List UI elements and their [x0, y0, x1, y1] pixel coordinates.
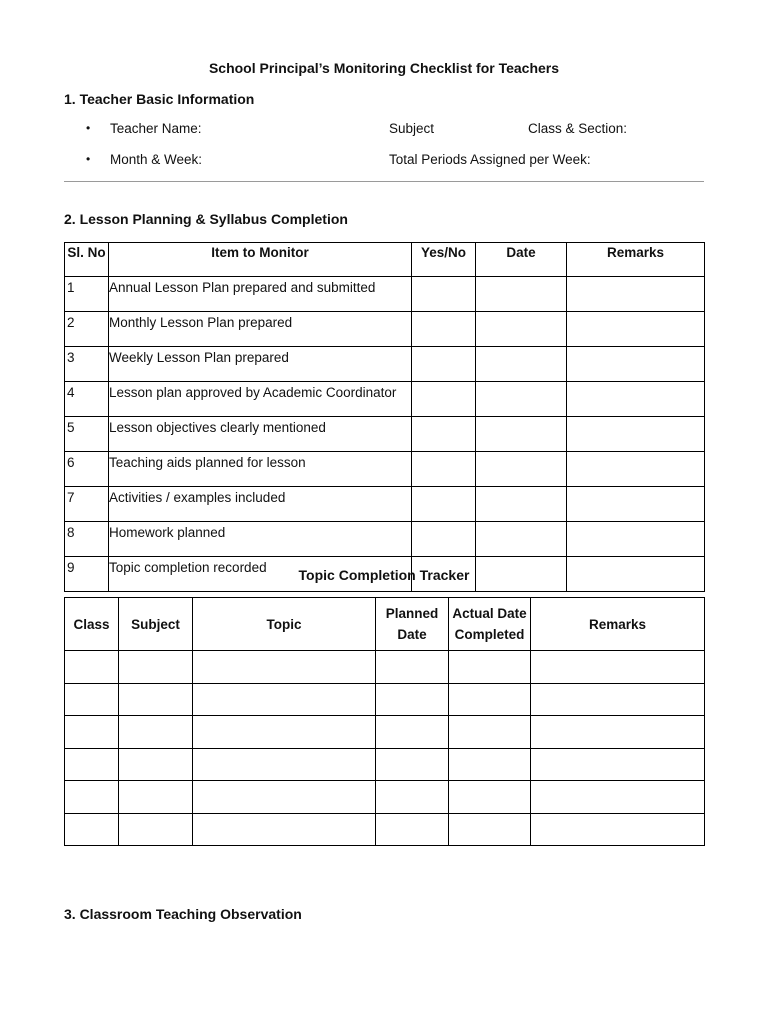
remarks-cell[interactable] [567, 452, 705, 487]
row-item: Topic completion recorded [109, 557, 412, 592]
table-row [65, 813, 705, 846]
header-date: Date [476, 243, 567, 277]
remarks-cell[interactable] [531, 813, 705, 846]
date-cell[interactable] [476, 417, 567, 452]
planned-date-cell[interactable] [376, 683, 449, 716]
planned-date-cell[interactable] [376, 813, 449, 846]
lesson-planning-table [64, 242, 705, 592]
row-item: Annual Lesson Plan prepared and submitted [109, 277, 412, 312]
table-row [65, 347, 705, 382]
row-item: Teaching aids planned for lesson [109, 452, 412, 487]
yes-no-cell[interactable] [412, 347, 476, 382]
table-row [65, 748, 705, 781]
info-row-2 [64, 152, 704, 172]
date-cell[interactable] [476, 347, 567, 382]
class-cell[interactable] [65, 781, 119, 814]
table-header-row [65, 243, 705, 277]
remarks-cell[interactable] [567, 277, 705, 312]
header-planned-line-2: Date [397, 627, 427, 642]
table-row [65, 522, 705, 557]
row-number: 7 [65, 487, 109, 522]
class-cell[interactable] [65, 651, 119, 684]
planned-date-cell[interactable] [376, 781, 449, 814]
remarks-cell[interactable] [531, 781, 705, 814]
remarks-cell[interactable] [567, 347, 705, 382]
yes-no-cell[interactable] [412, 522, 476, 557]
subject-cell[interactable] [119, 748, 193, 781]
class-cell[interactable] [65, 716, 119, 749]
topic-cell[interactable] [193, 716, 376, 749]
header-sl-no: Sl. No [65, 243, 109, 277]
yes-no-cell[interactable] [412, 312, 476, 347]
date-cell[interactable] [476, 312, 567, 347]
bullet-icon: • [86, 121, 91, 135]
remarks-cell[interactable] [531, 651, 705, 684]
total-periods-label: Total Periods Assigned per Week: [389, 152, 591, 167]
actual-date-cell[interactable] [449, 813, 531, 846]
subject-cell[interactable] [119, 716, 193, 749]
table-row [65, 781, 705, 814]
yes-no-cell[interactable] [412, 382, 476, 417]
remarks-cell[interactable] [567, 382, 705, 417]
class-cell[interactable] [65, 748, 119, 781]
header-remarks: Remarks [567, 243, 705, 277]
remarks-cell[interactable] [567, 522, 705, 557]
table-row [65, 277, 705, 312]
bullet-icon: • [86, 152, 91, 166]
topic-cell[interactable] [193, 781, 376, 814]
header-item-to-monitor: Item to Monitor [109, 243, 412, 277]
remarks-cell[interactable] [567, 417, 705, 452]
section-2-heading: 2. Lesson Planning & Syllabus Completion [64, 211, 348, 227]
yes-no-cell[interactable] [412, 417, 476, 452]
header-yes-no: Yes/No [412, 243, 476, 277]
topic-cell[interactable] [193, 651, 376, 684]
row-number: 1 [65, 277, 109, 312]
table-row [65, 452, 705, 487]
table-row [65, 716, 705, 749]
row-number: 4 [65, 382, 109, 417]
row-number: 8 [65, 522, 109, 557]
date-cell[interactable] [476, 277, 567, 312]
header-topic: Topic [193, 598, 376, 651]
row-number: 9 [65, 557, 109, 592]
info-row-1 [64, 121, 704, 141]
actual-date-cell[interactable] [449, 781, 531, 814]
row-item: Homework planned [109, 522, 412, 557]
actual-date-cell[interactable] [449, 748, 531, 781]
table-row [65, 382, 705, 417]
date-cell[interactable] [476, 382, 567, 417]
topic-completion-table [64, 597, 705, 846]
section-3-heading: 3. Classroom Teaching Observation [64, 906, 302, 922]
header-actual-line-1: Actual Date [452, 606, 527, 621]
subject-cell[interactable] [119, 813, 193, 846]
table-row [65, 651, 705, 684]
actual-date-cell[interactable] [449, 716, 531, 749]
topic-cell[interactable] [193, 683, 376, 716]
row-number: 6 [65, 452, 109, 487]
header-actual-date-completed [449, 598, 531, 651]
month-week-label: Month & Week: [110, 152, 203, 167]
header-planned-line-1: Planned [385, 606, 439, 621]
document-title: School Principal’s Monitoring Checklist for Teachers [208, 60, 560, 76]
subject-cell[interactable] [119, 781, 193, 814]
remarks-cell[interactable] [567, 312, 705, 347]
actual-date-cell[interactable] [449, 683, 531, 716]
table-row [65, 487, 705, 522]
yes-no-cell[interactable] [412, 487, 476, 522]
header-remarks: Remarks [531, 598, 705, 651]
class-cell[interactable] [65, 683, 119, 716]
row-item: Monthly Lesson Plan prepared [109, 312, 412, 347]
topic-tracker-title: Topic Completion Tracker [298, 567, 470, 583]
horizontal-divider [64, 181, 704, 182]
remarks-cell[interactable] [567, 487, 705, 522]
actual-date-cell[interactable] [449, 651, 531, 684]
yes-no-cell[interactable] [412, 277, 476, 312]
header-class: Class [65, 598, 119, 651]
remarks-cell[interactable] [531, 748, 705, 781]
row-number: 5 [65, 417, 109, 452]
date-cell[interactable] [476, 452, 567, 487]
row-number: 3 [65, 347, 109, 382]
section-1-heading: 1. Teacher Basic Information [64, 91, 255, 107]
topic-cell[interactable] [193, 748, 376, 781]
table-header-row [65, 598, 705, 651]
subject-cell[interactable] [119, 683, 193, 716]
row-item: Activities / examples included [109, 487, 412, 522]
planned-date-cell[interactable] [376, 716, 449, 749]
class-cell[interactable] [65, 813, 119, 846]
row-item: Lesson objectives clearly mentioned [109, 417, 412, 452]
date-cell[interactable] [476, 487, 567, 522]
teacher-name-label: Teacher Name: [110, 121, 202, 136]
row-number: 2 [65, 312, 109, 347]
subject-label: Subject [389, 121, 435, 136]
planned-date-cell[interactable] [376, 651, 449, 684]
remarks-cell[interactable] [531, 683, 705, 716]
table-row [65, 417, 705, 452]
class-section-label: Class & Section: [528, 121, 628, 136]
header-subject: Subject [119, 598, 193, 651]
remarks-cell[interactable] [531, 716, 705, 749]
topic-cell[interactable] [193, 813, 376, 846]
yes-no-cell[interactable] [412, 452, 476, 487]
date-cell[interactable] [476, 522, 567, 557]
row-item: Lesson plan approved by Academic Coordinator [109, 382, 412, 417]
table-row [65, 312, 705, 347]
subject-cell[interactable] [119, 651, 193, 684]
header-planned-date [376, 598, 449, 651]
row-item: Weekly Lesson Plan prepared [109, 347, 412, 382]
header-actual-line-2: Completed [454, 627, 525, 642]
table-row [65, 683, 705, 716]
planned-date-cell[interactable] [376, 748, 449, 781]
